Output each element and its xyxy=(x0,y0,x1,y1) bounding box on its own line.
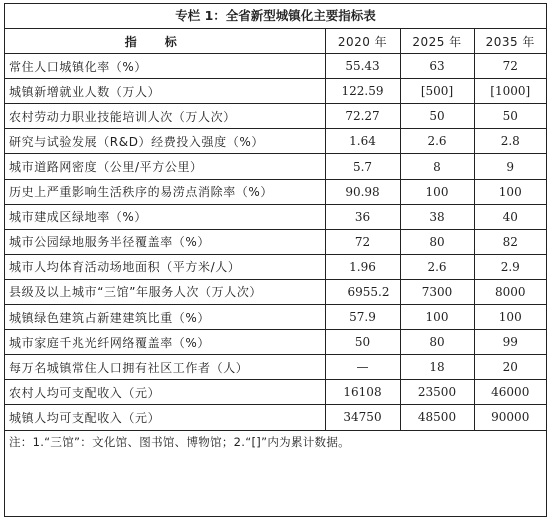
value-2035-cell: 72 xyxy=(474,54,546,79)
value-2020-cell: 55.43 xyxy=(325,54,400,79)
value-2020-cell: 57.9 xyxy=(325,305,400,330)
value-2025-cell: 50 xyxy=(400,104,474,129)
value-2035-cell: 90000 xyxy=(474,405,546,430)
value-2020-cell: 1.96 xyxy=(325,254,400,279)
value-2020-cell: 5.7 xyxy=(325,154,400,179)
value-2035-cell: 40 xyxy=(474,204,546,229)
indicator-name-cell: 城镇新增就业人数（万人） xyxy=(5,79,325,104)
indicator-name-cell: 城镇绿色建筑占新建建筑比重（%） xyxy=(5,305,325,330)
value-2035-cell: 46000 xyxy=(474,380,546,405)
value-2035-cell: 82 xyxy=(474,229,546,254)
indicator-name-cell: 城市道路网密度（公里/平方公里） xyxy=(5,154,325,179)
table-row xyxy=(5,229,546,254)
table-row xyxy=(5,179,546,204)
indicator-name-cell: 每万名城镇常住人口拥有社区工作者（人） xyxy=(5,355,325,380)
value-2020-cell: 16108 xyxy=(325,380,400,405)
value-2035-cell: 100 xyxy=(474,179,546,204)
table-row xyxy=(5,154,546,179)
header-indicator: 指标 xyxy=(5,29,325,54)
indicator-name-cell: 城镇人均可支配收入（元） xyxy=(5,405,325,430)
value-2025-cell: 63 xyxy=(400,54,474,79)
header-2020: 2020 年 xyxy=(325,29,400,54)
value-2035-cell: 99 xyxy=(474,330,546,355)
value-2025-cell: 80 xyxy=(400,229,474,254)
indicator-name-cell: 城市人均体育活动场地面积（平方米/人） xyxy=(5,254,325,279)
indicator-name-cell: 常住人口城镇化率（%） xyxy=(5,54,325,79)
indicator-name-cell: 城市家庭千兆光纤网络覆盖率（%） xyxy=(5,330,325,355)
value-2025-cell: 100 xyxy=(400,305,474,330)
table-footnote: 注：1.“三馆”：文化馆、图书馆、博物馆；2.“[]”内为累计数据。 xyxy=(9,434,350,449)
value-2020-cell: 50 xyxy=(325,330,400,355)
indicator-table xyxy=(5,29,546,431)
value-2020-cell: — xyxy=(325,355,400,380)
table-row xyxy=(5,79,546,104)
value-2020-cell: 6955.2 xyxy=(325,279,400,304)
table-row xyxy=(5,254,546,279)
table-header-row xyxy=(5,29,546,54)
indicator-name-cell: 县级及以上城市“三馆”年服务人次（万人次） xyxy=(5,279,325,304)
indicator-name-cell: 历史上严重影响生活秩序的易涝点消除率（%） xyxy=(5,179,325,204)
table-row xyxy=(5,380,546,405)
indicator-name-cell: 研究与试验发展（R&D）经费投入强度（%） xyxy=(5,129,325,154)
value-2035-cell: 9 xyxy=(474,154,546,179)
value-2035-cell: [1000] xyxy=(474,79,546,104)
value-2025-cell: [500] xyxy=(400,79,474,104)
table-row xyxy=(5,405,546,430)
value-2020-cell: 90.98 xyxy=(325,179,400,204)
table-row xyxy=(5,305,546,330)
value-2025-cell: 38 xyxy=(400,204,474,229)
indicator-name-cell: 农村劳动力职业技能培训人次（万人次） xyxy=(5,104,325,129)
value-2035-cell: 2.8 xyxy=(474,129,546,154)
value-2020-cell: 1.64 xyxy=(325,129,400,154)
value-2020-cell: 72 xyxy=(325,229,400,254)
value-2020-cell: 36 xyxy=(325,204,400,229)
value-2025-cell: 2.6 xyxy=(400,129,474,154)
value-2035-cell: 50 xyxy=(474,104,546,129)
value-2025-cell: 2.6 xyxy=(400,254,474,279)
value-2025-cell: 100 xyxy=(400,179,474,204)
value-2020-cell: 122.59 xyxy=(325,79,400,104)
value-2020-cell: 72.27 xyxy=(325,104,400,129)
value-2035-cell: 8000 xyxy=(474,279,546,304)
value-2035-cell: 20 xyxy=(474,355,546,380)
value-2035-cell: 2.9 xyxy=(474,254,546,279)
value-2025-cell: 7300 xyxy=(400,279,474,304)
value-2025-cell: 48500 xyxy=(400,405,474,430)
header-2035: 2035 年 xyxy=(474,29,546,54)
indicator-name-cell: 城市公园绿地服务半径覆盖率（%） xyxy=(5,229,325,254)
table-row xyxy=(5,104,546,129)
table-row xyxy=(5,54,546,79)
value-2035-cell: 100 xyxy=(474,305,546,330)
indicator-name-cell: 城市建成区绿地率（%） xyxy=(5,204,325,229)
value-2025-cell: 18 xyxy=(400,355,474,380)
indicator-name-cell: 农村人均可支配收入（元） xyxy=(5,380,325,405)
table-row xyxy=(5,330,546,355)
table-row xyxy=(5,129,546,154)
table-row xyxy=(5,355,546,380)
value-2020-cell: 34750 xyxy=(325,405,400,430)
indicator-table-panel xyxy=(4,3,547,517)
value-2025-cell: 23500 xyxy=(400,380,474,405)
table-row xyxy=(5,204,546,229)
header-2025: 2025 年 xyxy=(400,29,474,54)
table-row xyxy=(5,279,546,304)
table-title: 专栏 1：全省新型城镇化主要指标表 xyxy=(5,4,546,29)
value-2025-cell: 80 xyxy=(400,330,474,355)
value-2025-cell: 8 xyxy=(400,154,474,179)
